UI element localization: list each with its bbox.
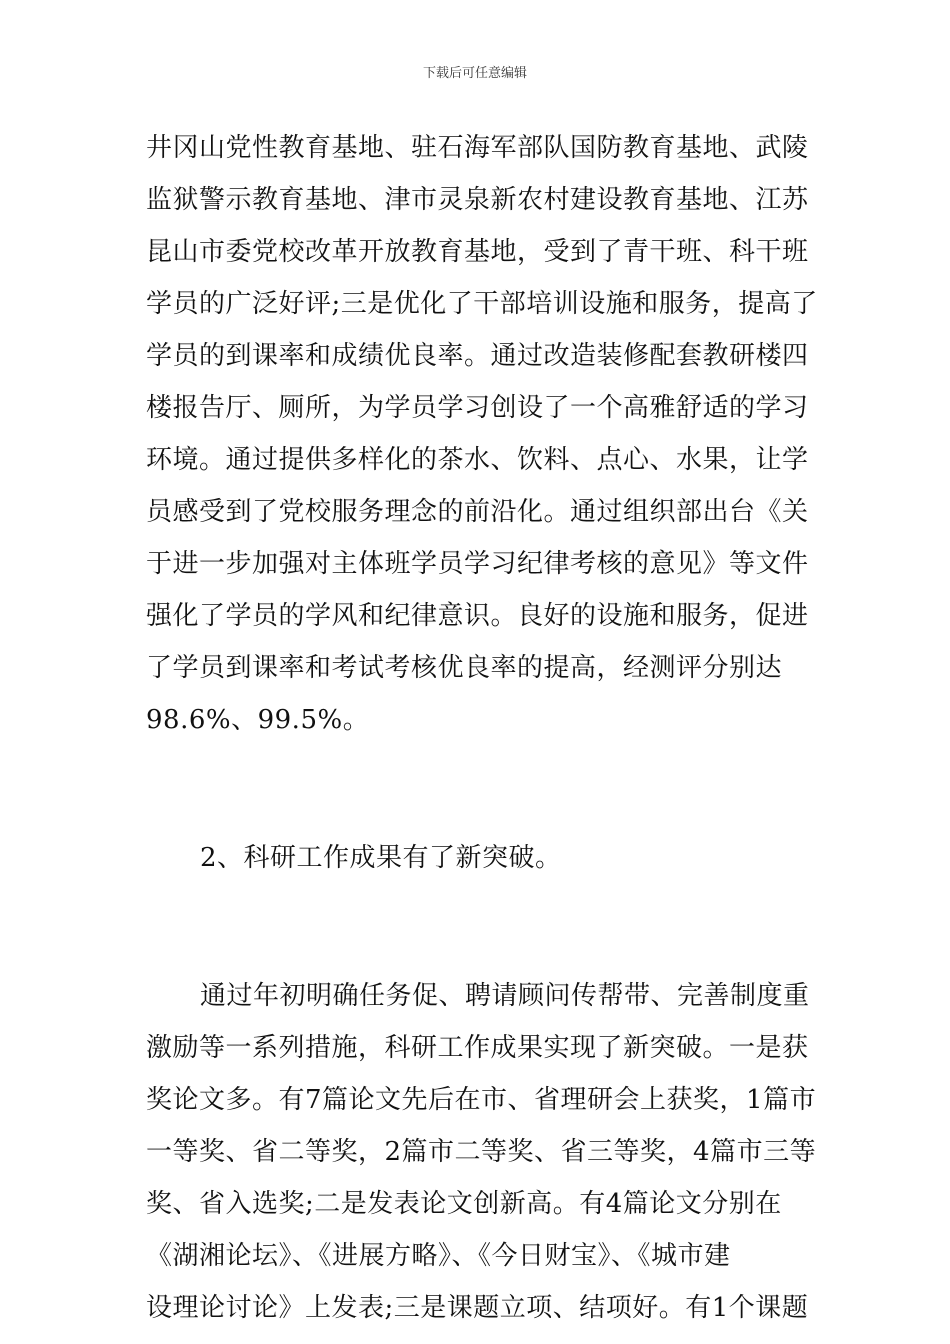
text-line: 井冈山党性教育基地、驻石海军部队国防教育基地、武陵 <box>146 133 809 163</box>
paragraph-facilities <box>146 122 818 746</box>
text-line: 员感受到了党校服务理念的前沿化。通过组织部出台《关 <box>146 497 809 527</box>
document-body <box>146 122 818 1334</box>
text-line: 通过年初明确任务促、聘请顾问传帮带、完善制度重 <box>200 981 810 1011</box>
paragraph-research <box>146 970 817 1334</box>
text-line: 环境。通过提供多样化的茶水、饮料、点心、水果，让学 <box>146 445 809 475</box>
text-line: 奖、省入选奖;二是发表论文创新高。有4篇论文分别在 <box>146 1189 782 1219</box>
text-line: 奖论文多。有7篇论文先后在市、省理研会上获奖，1篇市 <box>146 1085 817 1115</box>
paragraph-gap <box>146 884 806 970</box>
text-line: 学员的到课率和成绩优良率。通过改造装修配套教研楼四 <box>146 341 809 371</box>
paragraph-gap <box>146 746 806 832</box>
text-line: 监狱警示教育基地、津市灵泉新农村建设教育基地、江苏 <box>146 185 809 215</box>
text-line: 强化了学员的学风和纪律意识。良好的设施和服务，促进 <box>146 601 809 631</box>
text-line: 一等奖、省二等奖，2篇市二等奖、省三等奖，4篇市三等 <box>146 1137 817 1167</box>
text-line: 《湖湘论坛》、《进展方略》、《今日财宝》、《城市建 <box>146 1241 731 1271</box>
text-line: 昆山市委党校改革开放教育基地，受到了青干班、科干班 <box>146 237 809 267</box>
page-header-note: 下载后可任意编辑 <box>422 66 527 81</box>
text-line: 激励等一系列措施，科研工作成果实现了新突破。一是获 <box>146 1033 809 1063</box>
section-heading: 2、科研工作成果有了新突破。 <box>200 843 562 873</box>
text-line: 了学员到课率和考试考核优良率的提高，经测评分别达 <box>146 653 783 683</box>
text-line: 于进一步加强对主体班学员学习纪律考核的意见》等文件 <box>146 549 809 579</box>
text-line: 学员的广泛好评;三是优化了干部培训设施和服务，提高了 <box>146 289 818 319</box>
text-line: 设理论讨论》上发表;三是课题立项、结项好。有1个课题 <box>146 1293 809 1323</box>
text-line: 98.6%、99.5%。 <box>146 705 370 735</box>
text-line: 楼报告厅、厕所，为学员学习创设了一个高雅舒适的学习 <box>146 393 809 423</box>
